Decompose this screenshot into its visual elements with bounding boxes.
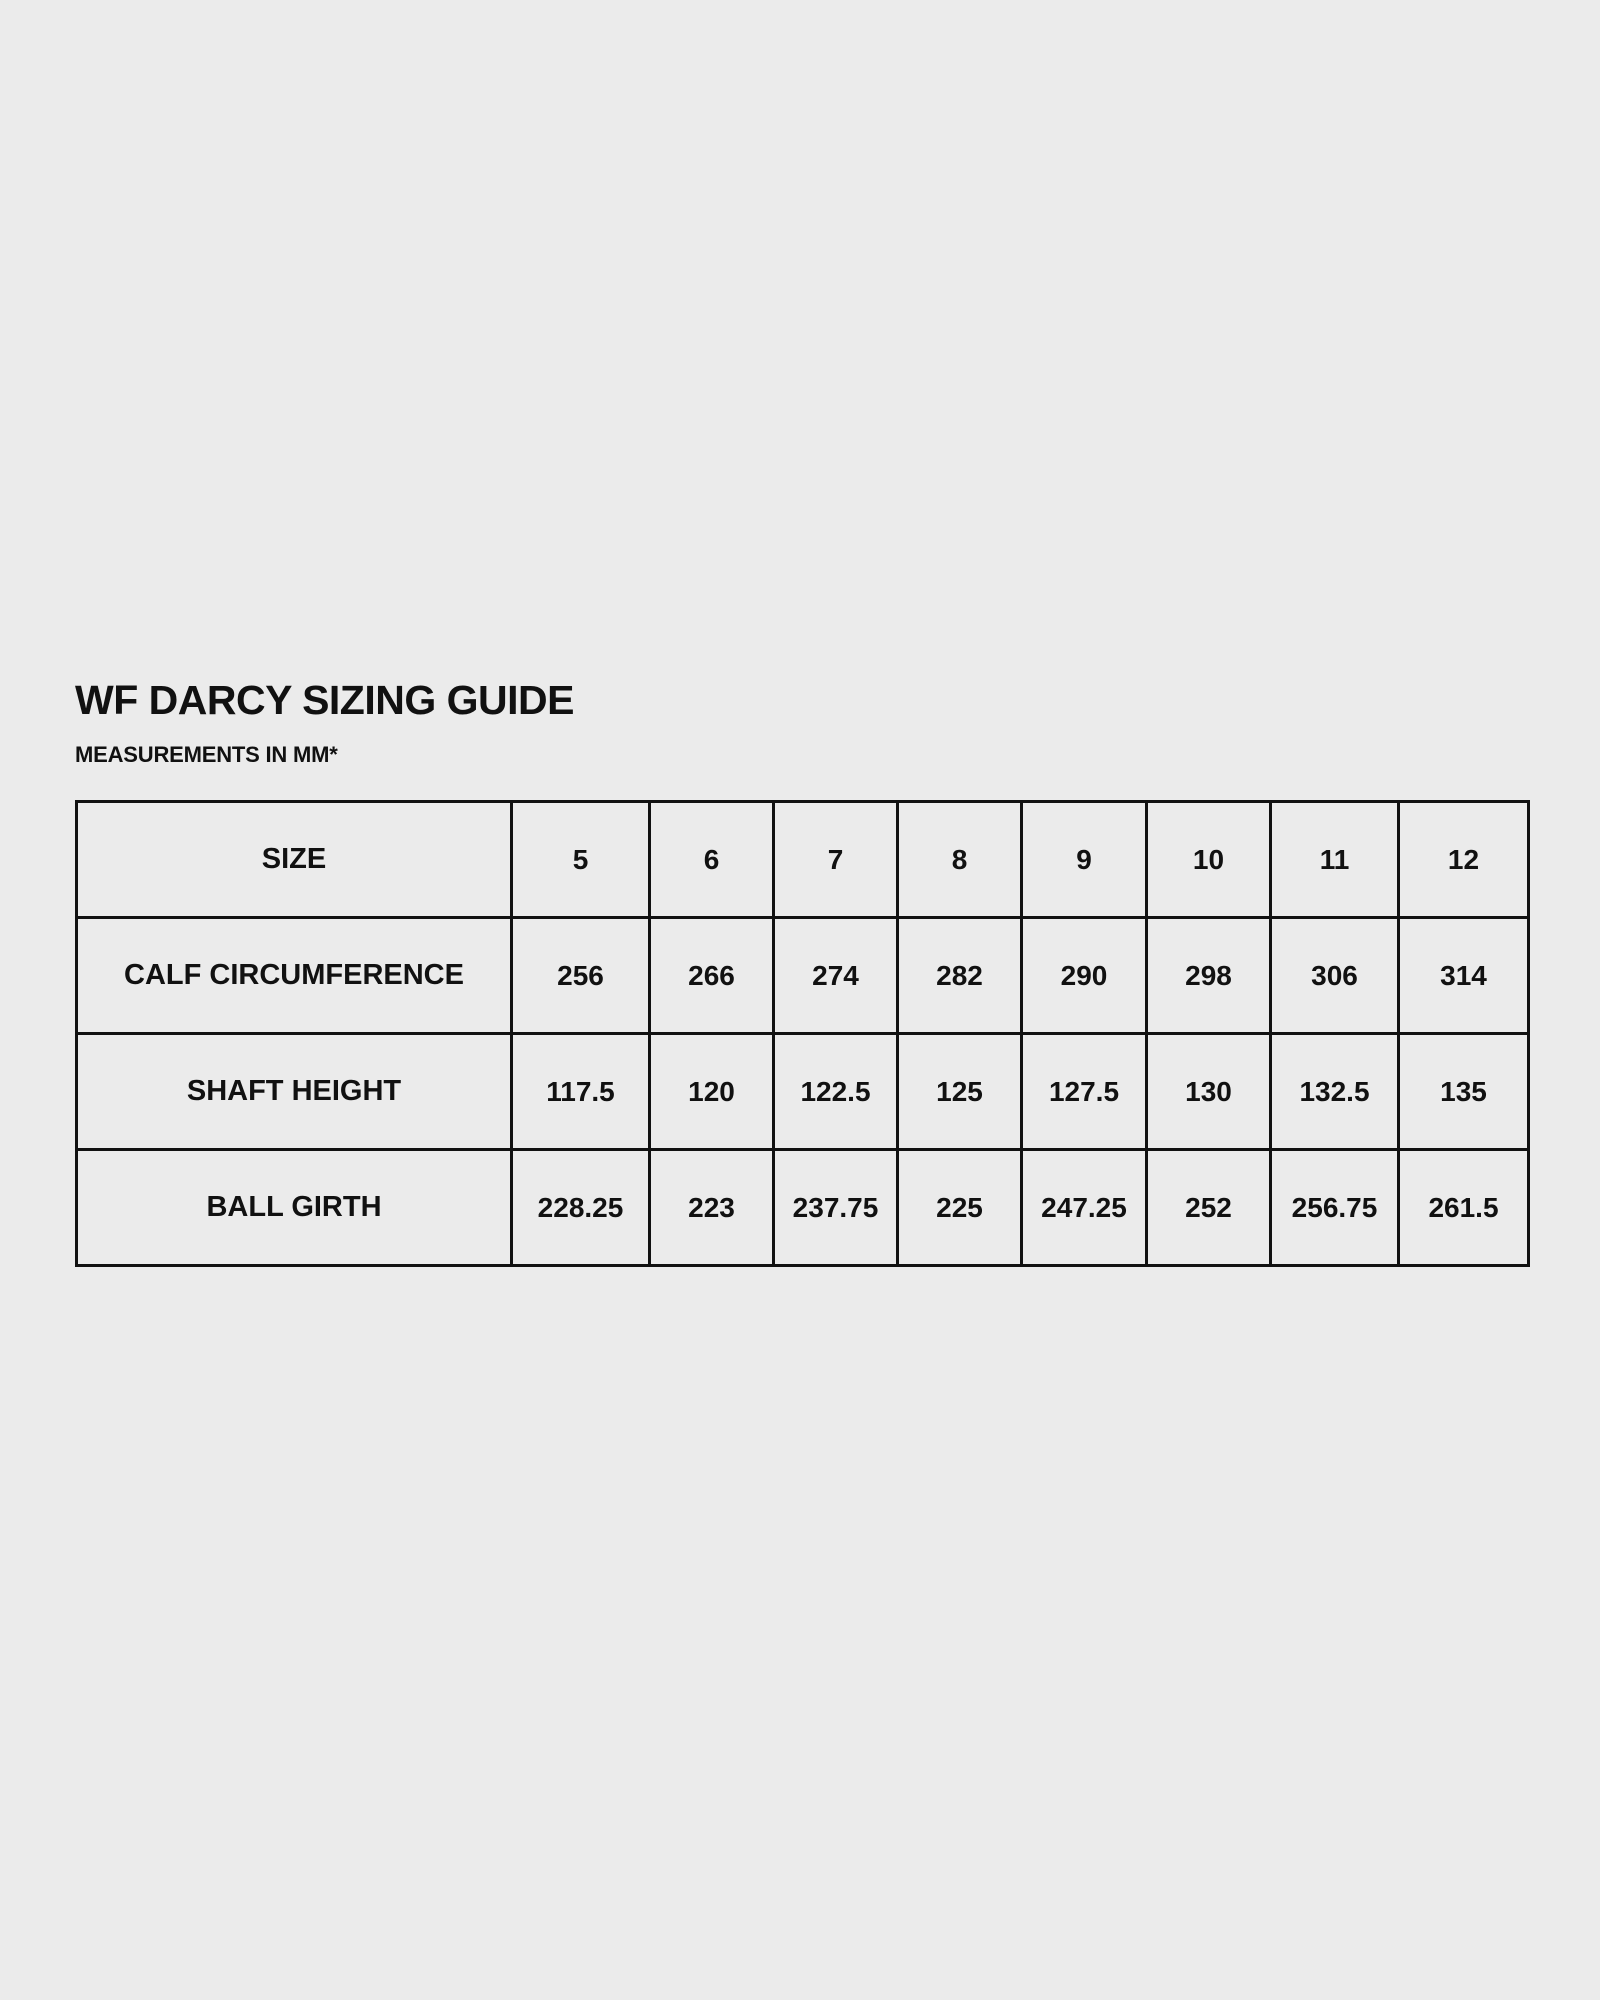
table-cell: 225 [898,1150,1022,1266]
table-cell: 282 [898,918,1022,1034]
table-header-size: 8 [898,802,1022,918]
table-header-size: 11 [1271,802,1399,918]
table-cell: 252 [1147,1150,1271,1266]
table-header-size: 5 [512,802,650,918]
table-cell: 237.75 [774,1150,898,1266]
table-cell: 132.5 [1271,1034,1399,1150]
table-cell: 223 [650,1150,774,1266]
table-cell: 120 [650,1034,774,1150]
table-header-size: 6 [650,802,774,918]
table-cell: 125 [898,1034,1022,1150]
table-cell: 135 [1399,1034,1529,1150]
table-header-size: 12 [1399,802,1529,918]
table-cell: 247.25 [1022,1150,1147,1266]
table-cell: 122.5 [774,1034,898,1150]
table-cell: 290 [1022,918,1147,1034]
table-cell: 256.75 [1271,1150,1399,1266]
table-cell: 306 [1271,918,1399,1034]
sizing-guide [75,672,1527,1223]
row-label: BALL GIRTH [77,1150,512,1266]
row-label: CALF CIRCUMFERENCE [77,918,512,1034]
table-cell: 256 [512,918,650,1034]
table-header-size: 7 [774,802,898,918]
measurement-unit-note: MEASUREMENTS IN MM* [75,742,338,767]
table-cell: 261.5 [1399,1150,1529,1266]
table-cell: 228.25 [512,1150,650,1266]
table-cell: 127.5 [1022,1034,1147,1150]
table-row-ball-girth [77,1150,1529,1266]
table-header-size-label: SIZE [77,802,512,918]
page-title: WF DARCY SIZING GUIDE [75,677,574,723]
row-label: SHAFT HEIGHT [77,1034,512,1150]
table-row-shaft-height [77,1034,1529,1150]
table-cell: 314 [1399,918,1529,1034]
table-cell: 266 [650,918,774,1034]
table-cell: 130 [1147,1034,1271,1150]
table-cell: 274 [774,918,898,1034]
table-cell: 117.5 [512,1034,650,1150]
table-cell: 298 [1147,918,1271,1034]
table-row-calf-circumference [77,918,1529,1034]
table-header-size: 9 [1022,802,1147,918]
table-header-row [77,802,1529,918]
table-header-size: 10 [1147,802,1271,918]
size-table [75,800,1530,1267]
